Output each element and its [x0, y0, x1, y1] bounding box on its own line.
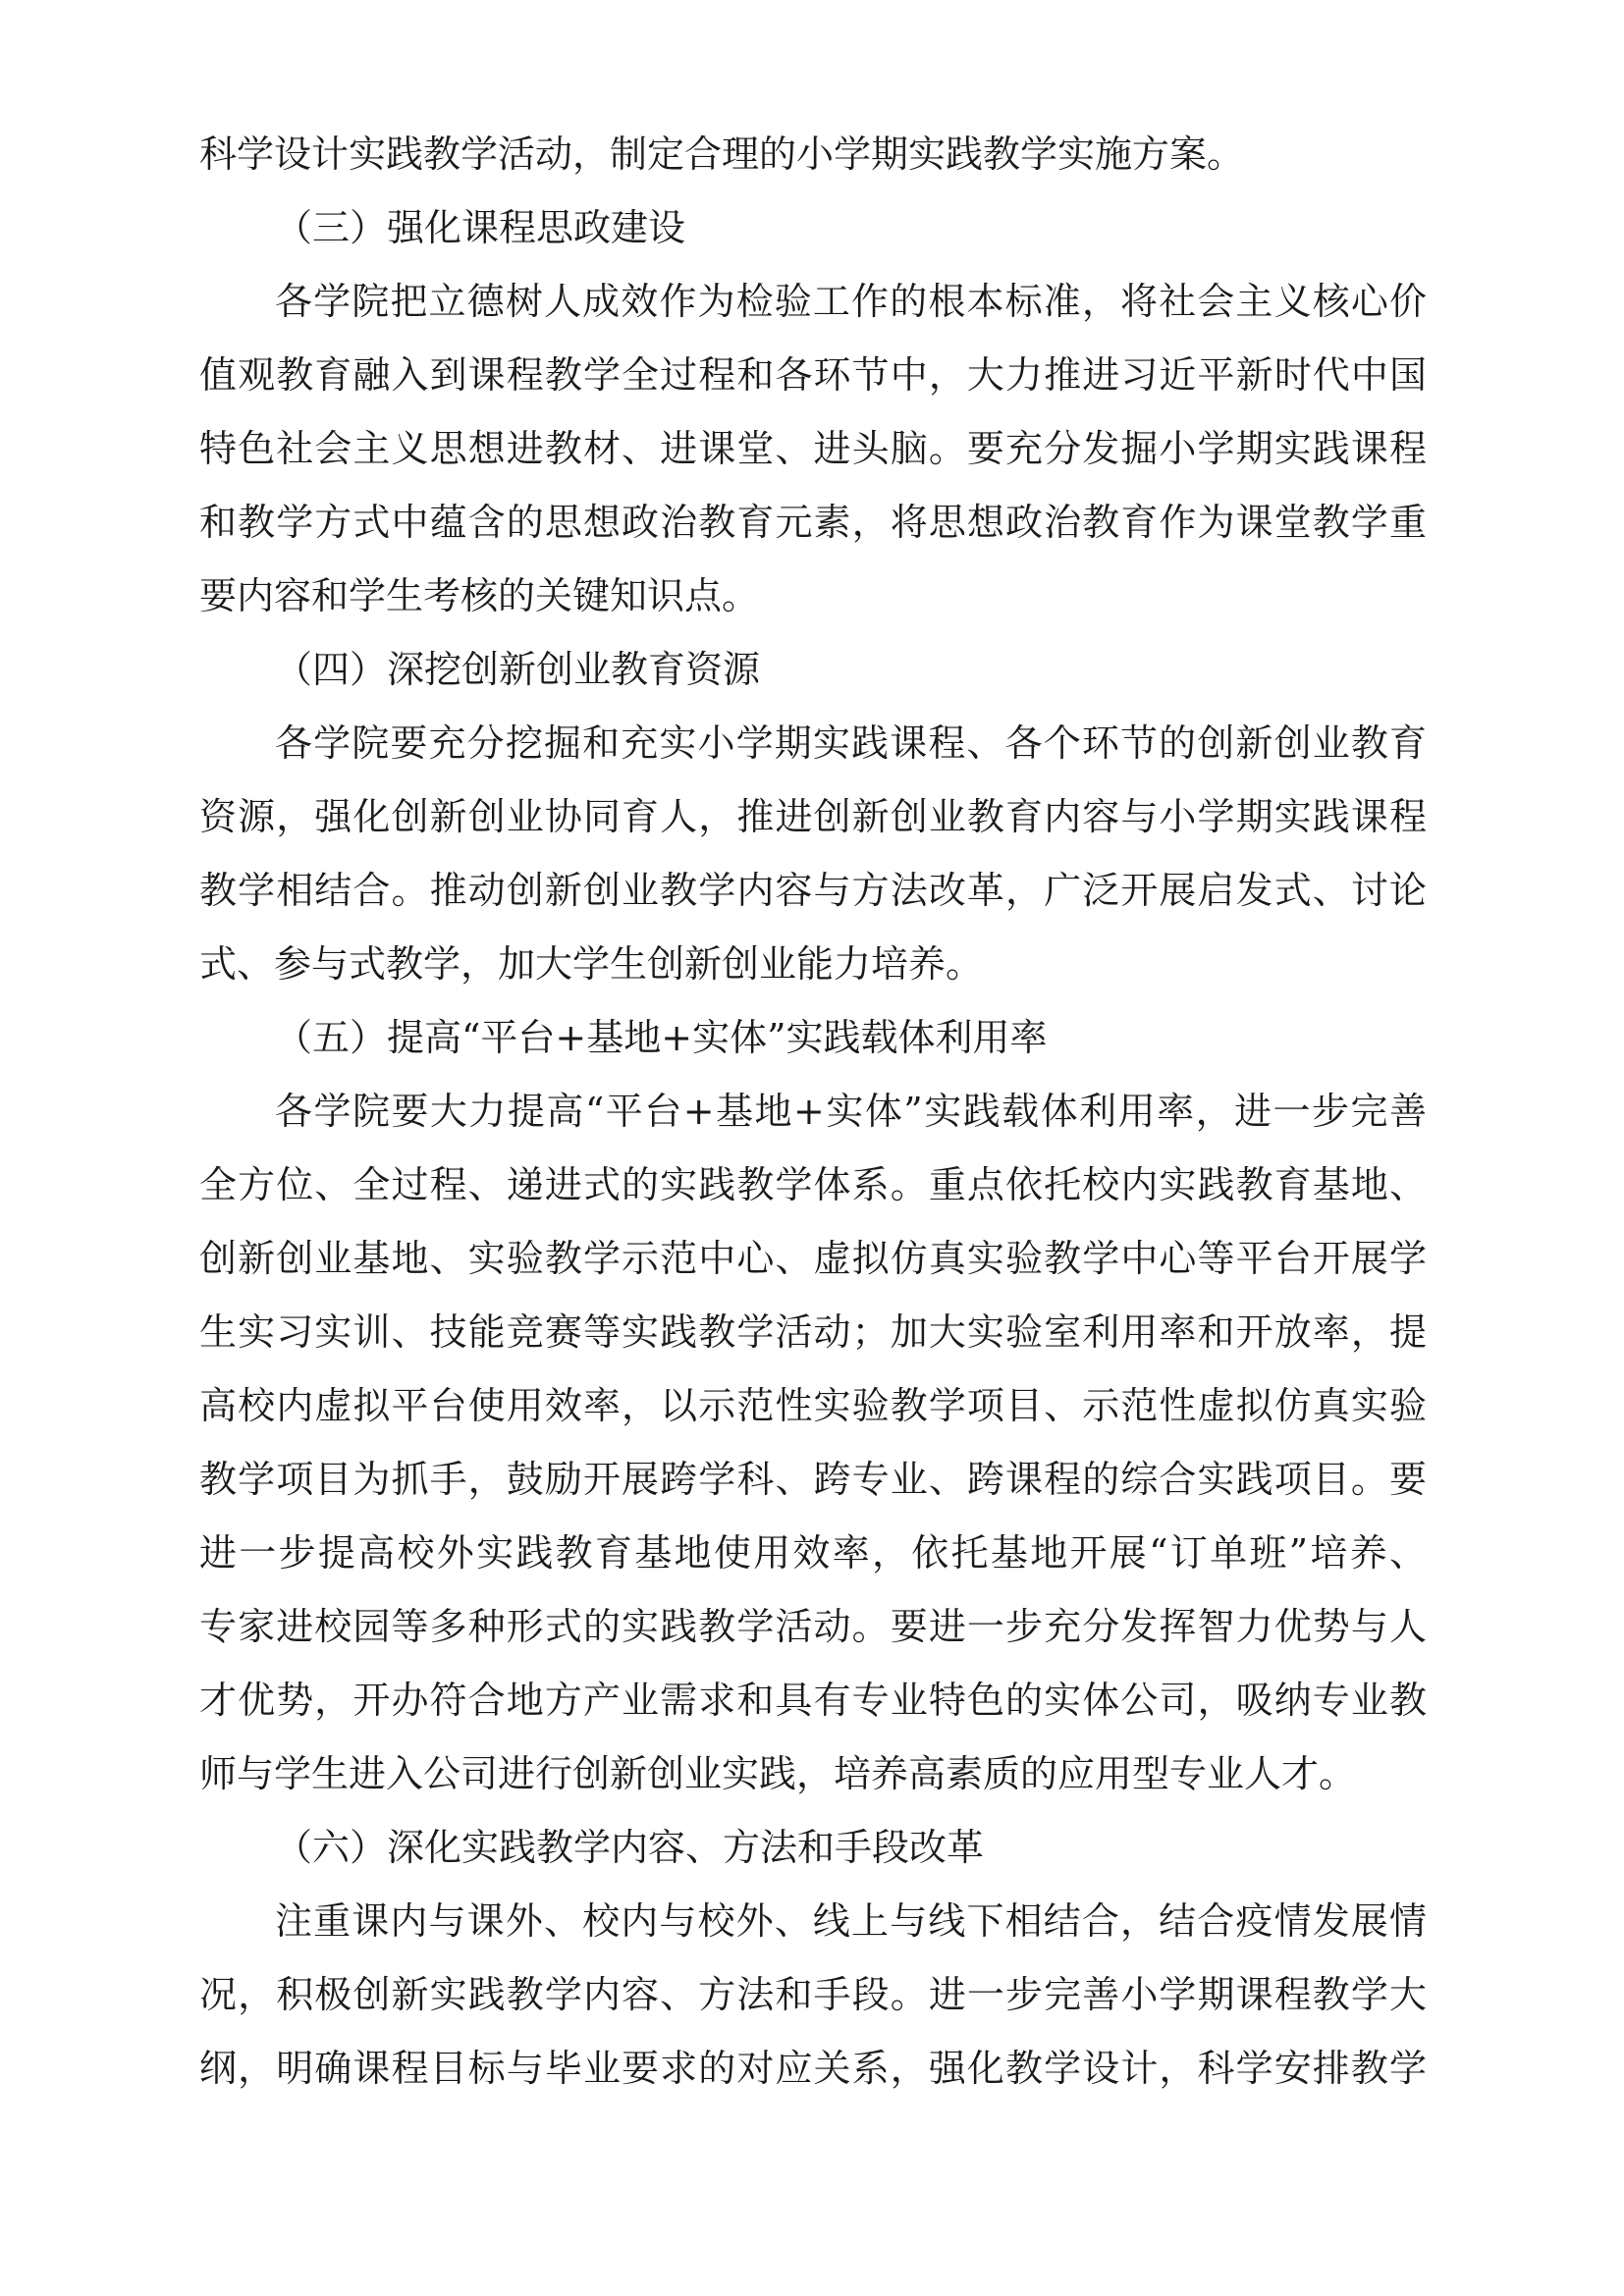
body-text-line: 各学院把立德树人成效作为检验工作的根本标准，将社会主义核心价 [275, 280, 1427, 323]
section-heading-5: （五）提高“平台+基地+实体”实践载体利用率 [275, 1016, 1048, 1059]
body-text-line: 况，积极创新实践教学内容、方法和手段。进一步完善小学期课程教学大 [199, 1973, 1427, 2016]
body-text-line: 各学院要大力提高“平台+基地+实体”实践载体利用率，进一步完善 [275, 1090, 1427, 1133]
body-text-line: 高校内虚拟平台使用效率，以示范性实验教学项目、示范性虚拟仿真实验 [199, 1384, 1427, 1427]
section-heading-3: （三）强化课程思政建设 [275, 206, 686, 249]
body-text-line: 特色社会主义思想进教材、进课堂、进头脑。要充分发掘小学期实践课程 [199, 427, 1427, 470]
body-text-line: 专家进校园等多种形式的实践教学活动。要进一步充分发挥智力优势与人 [199, 1605, 1427, 1648]
body-text-line: 式、参与式教学，加大学生创新创业能力培养。 [199, 942, 984, 986]
body-text-line: 师与学生进入公司进行创新创业实践，培养高素质的应用型专业人才。 [199, 1752, 1357, 1795]
body-text-line: 和教学方式中蕴含的思想政治教育元素，将思想政治教育作为课堂教学重 [199, 501, 1427, 544]
body-text-line: 全方位、全过程、递进式的实践教学体系。重点依托校内实践教育基地、 [199, 1163, 1427, 1206]
body-text-line: 进一步提高校外实践教育基地使用效率，依托基地开展“订单班”培养、 [199, 1531, 1427, 1575]
body-text-line: 教学相结合。推动创新创业教学内容与方法改革，广泛开展启发式、讨论 [199, 869, 1427, 912]
body-text-line: 科学设计实践教学活动，制定合理的小学期实践教学实施方案。 [199, 133, 1245, 176]
body-text-line: 纲，明确课程目标与毕业要求的对应关系，强化教学设计，科学安排教学 [199, 2047, 1427, 2090]
body-text-line: 创新创业基地、实验教学示范中心、虚拟仿真实验教学中心等平台开展学 [199, 1237, 1427, 1280]
body-text-line: 要内容和学生考核的关键知识点。 [199, 574, 760, 617]
body-text-line: 生实习实训、技能竞赛等实践教学活动；加大实验室利用率和开放率，提 [199, 1310, 1427, 1354]
body-text-line: 资源，强化创新创业协同育人，推进创新创业教育内容与小学期实践课程 [199, 795, 1427, 838]
section-heading-6: （六）深化实践教学内容、方法和手段改革 [275, 1826, 985, 1869]
body-text-line: 各学院要充分挖掘和充实小学期实践课程、各个环节的创新创业教育 [275, 721, 1427, 765]
section-heading-4: （四）深挖创新创业教育资源 [275, 648, 761, 691]
body-text-line: 值观教育融入到课程教学全过程和各环节中，大力推进习近平新时代中国 [199, 353, 1427, 397]
body-text-line: 才优势，开办符合地方产业需求和具有专业特色的实体公司，吸纳专业教 [199, 1679, 1427, 1722]
body-text-line: 注重课内与课外、校内与校外、线上与线下相结合，结合疫情发展情 [275, 1899, 1427, 1943]
body-text-line: 教学项目为抓手，鼓励开展跨学科、跨专业、跨课程的综合实践项目。要 [199, 1458, 1427, 1501]
